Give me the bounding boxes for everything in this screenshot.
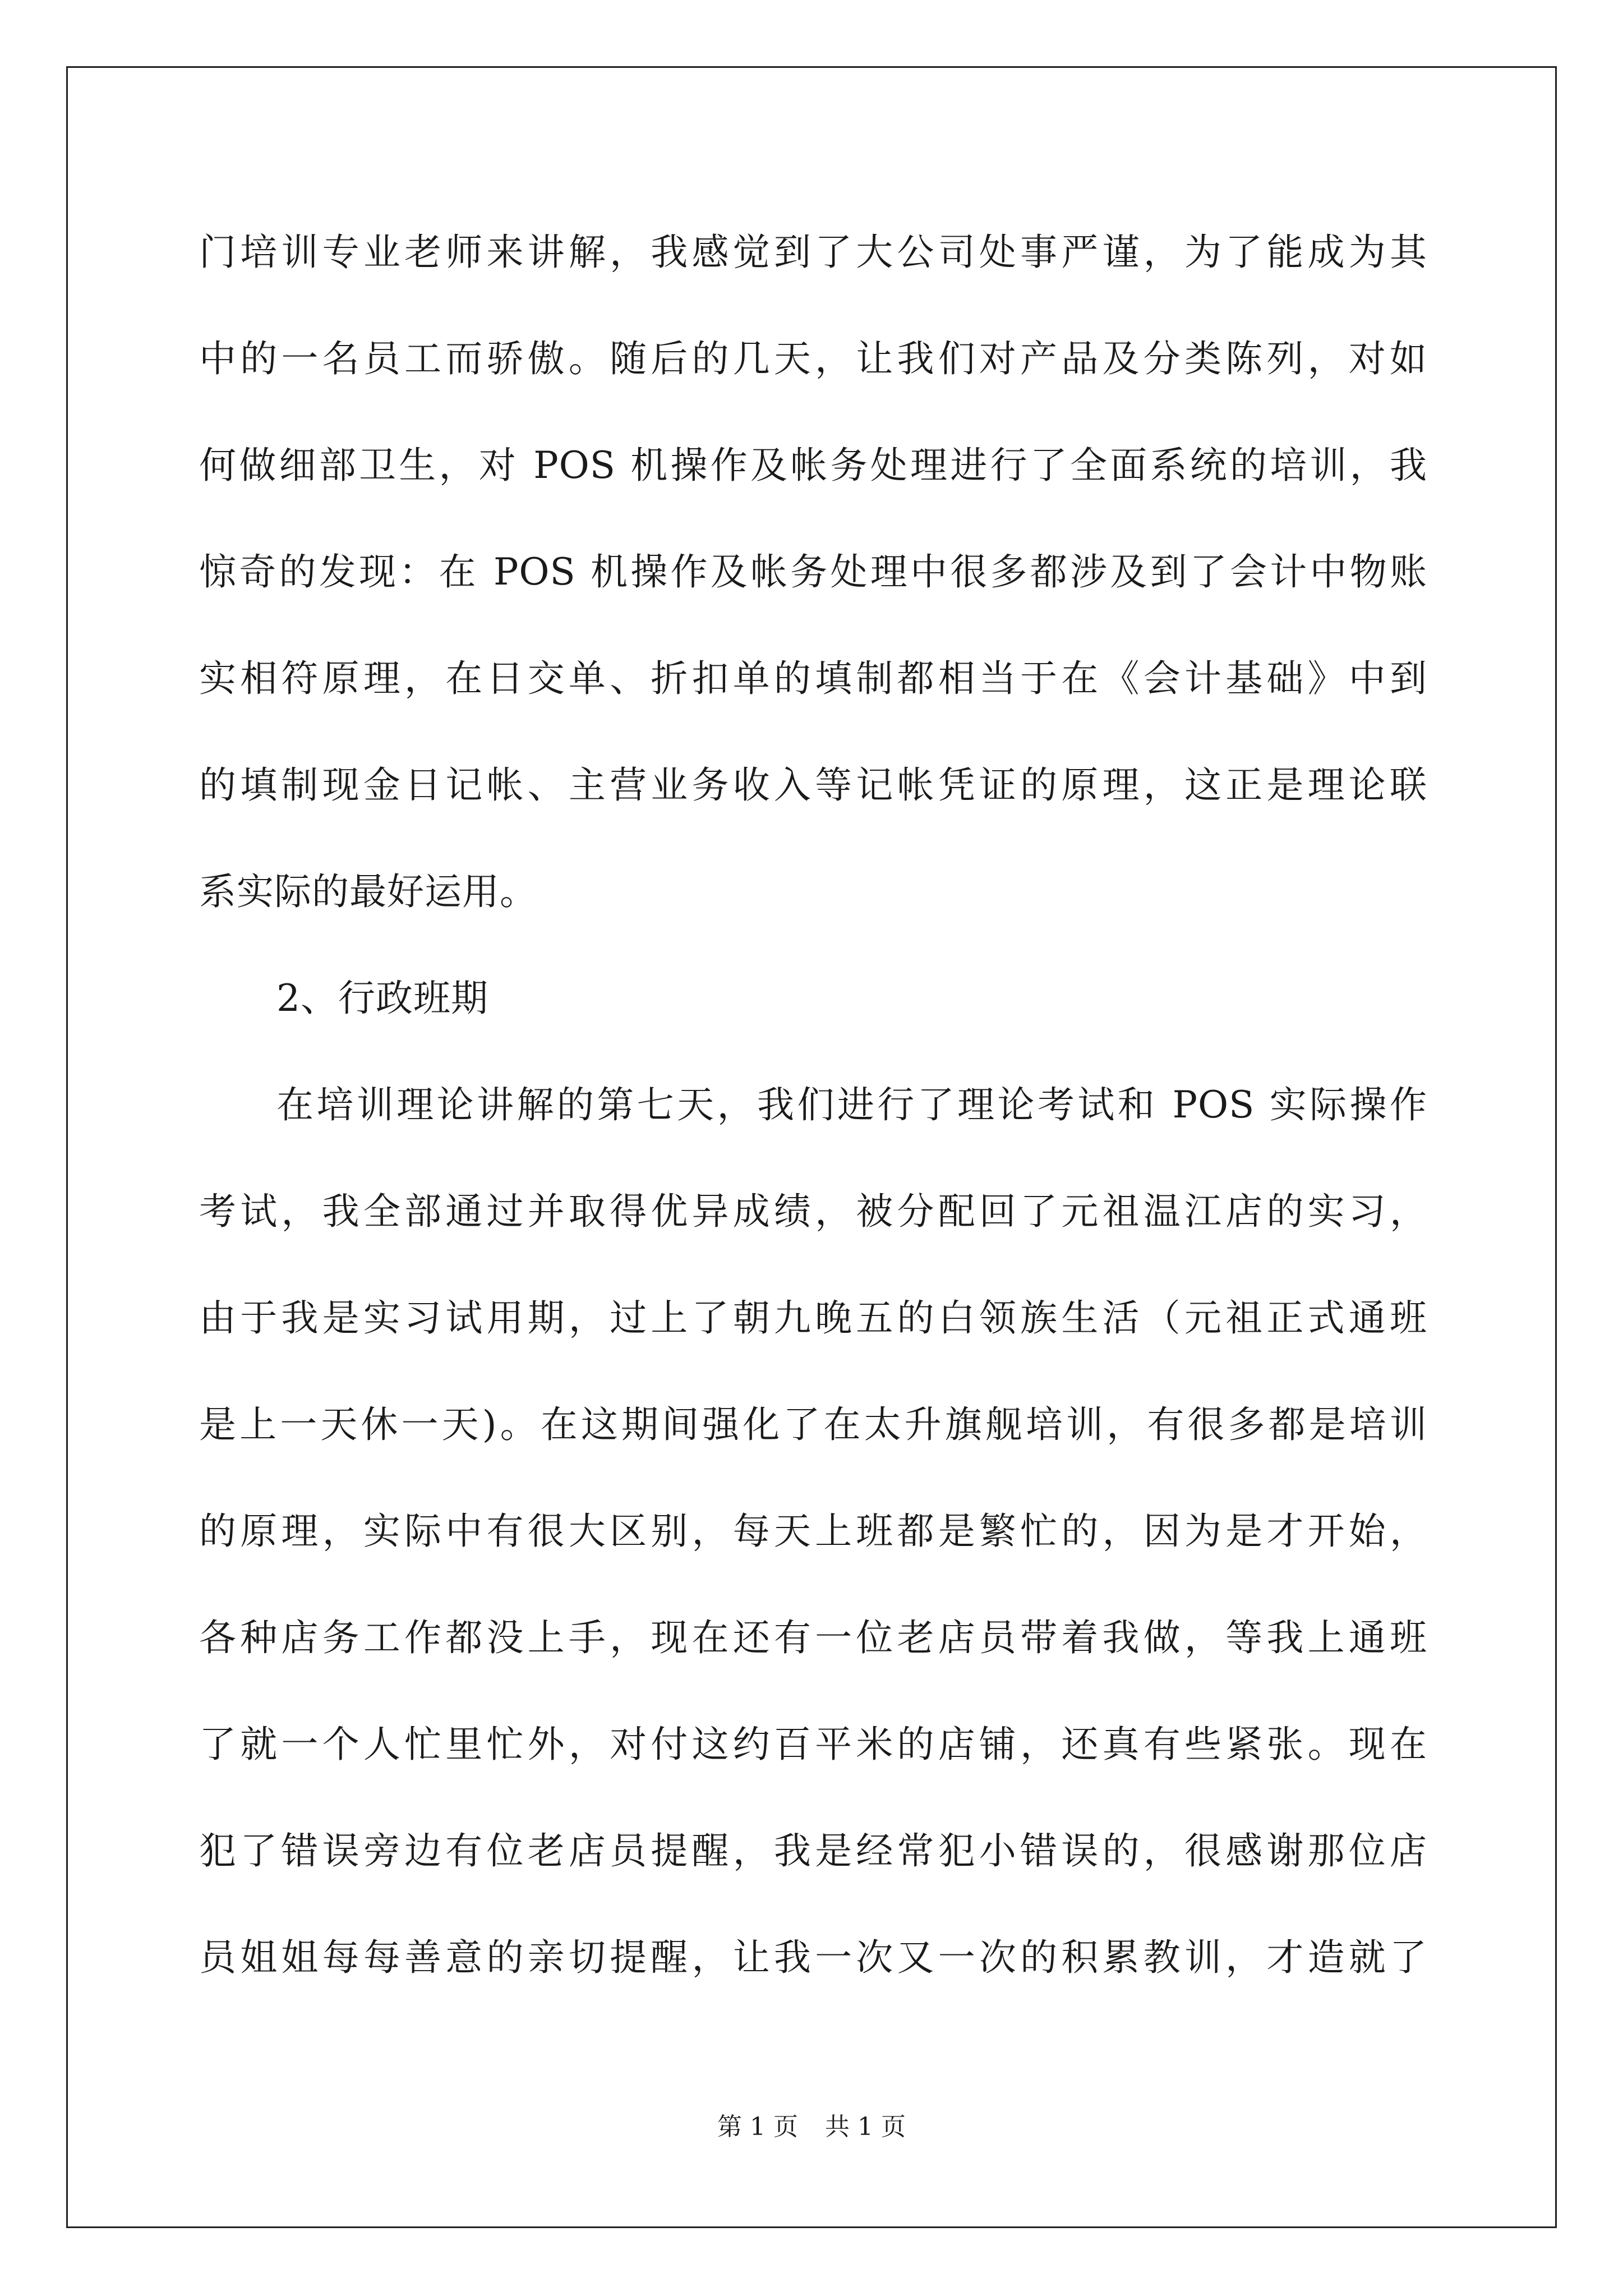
section-heading: 2、行政班期: [276, 977, 488, 1020]
paragraph-2-line-8: 犯了错误旁边有位老店员提醒，我是经常犯小错误的，很感谢那位店: [199, 1829, 1427, 1872]
paragraph-2-line-5: 的原理，实际中有很大区别，每天上班都是繁忙的，因为是才开始，: [199, 1510, 1427, 1553]
paragraph-2-line-3: 由于我是实习试用期，过上了朝九晚五的白领族生活（元祖正式通班: [199, 1296, 1427, 1340]
page-number-current: 第 1 页: [717, 2113, 798, 2141]
paragraph-2-line-1: 在培训理论讲解的第七天，我们进行了理论考试和 POS 实际操作: [276, 1083, 1427, 1126]
paragraph-2-line-9: 员姐姐每每善意的亲切提醒，让我一次又一次的积累教训，才造就了: [199, 1936, 1427, 1979]
paragraph-1-line-4: 惊奇的发现：在 POS 机操作及帐务处理中很多都涉及到了会计中物账: [199, 550, 1427, 593]
paragraph-2-line-4: 是上一天休一天)。在这期间强化了在太升旗舰培训，有很多都是培训: [199, 1403, 1427, 1446]
paragraph-2-line-6: 各种店务工作都没上手，现在还有一位老店员带着我做，等我上通班: [199, 1616, 1427, 1659]
paragraph-1-line-5: 实相符原理，在日交单、折扣单的填制都相当于在《会计基础》中到: [199, 657, 1427, 700]
paragraph-1-line-3: 何做细部卫生，对 POS 机操作及帐务处理进行了全面系统的培训，我: [199, 444, 1427, 487]
paragraph-1-line-1: 门培训专业老师来讲解，我感觉到了大公司处事严谨，为了能成为其: [199, 231, 1427, 274]
page-footer: [0, 2110, 1623, 2144]
page-number-total: 共 1 页: [825, 2113, 906, 2141]
paragraph-2-line-2: 考试，我全部通过并取得优异成绩，被分配回了元祖温江店的实习，: [199, 1190, 1427, 1233]
paragraph-2-line-7: 了就一个人忙里忙外，对付这约百平米的店铺，还真有些紧张。现在: [199, 1723, 1427, 1766]
paragraph-1-line-2: 中的一名员工而骄傲。随后的几天，让我们对产品及分类陈列，对如: [199, 337, 1427, 380]
page-border: [66, 66, 1557, 2228]
paragraph-1-line-7: 系实际的最好运用。: [199, 870, 537, 913]
paragraph-1-line-6: 的填制现金日记帐、主营业务收入等记帐凭证的原理，这正是理论联: [199, 763, 1427, 807]
